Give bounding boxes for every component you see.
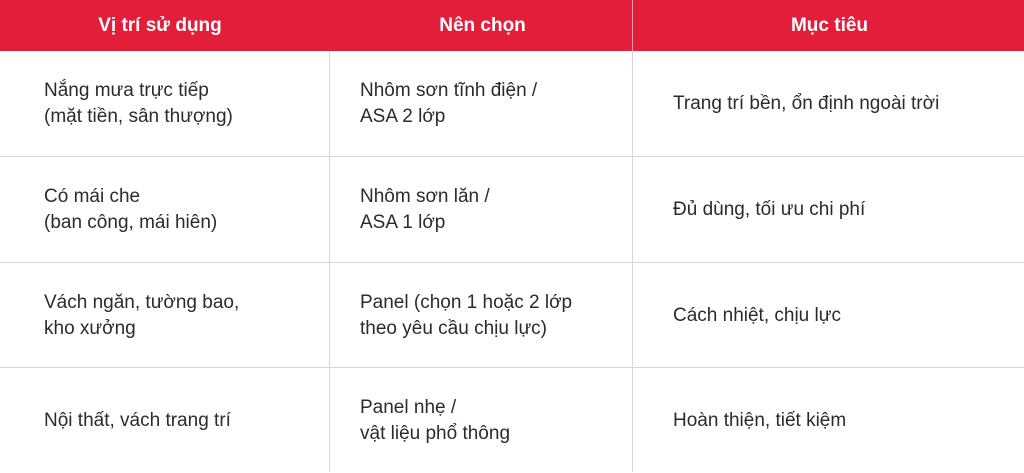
cell-choice: Panel (chọn 1 hoặc 2 lớp theo yêu cầu chịu lực) (360, 291, 573, 339)
cell-location: Nội thất, vách trang trí (44, 409, 231, 431)
table-row (0, 157, 1024, 262)
table-row (0, 263, 1024, 368)
table-row (0, 51, 1024, 156)
cell-choice: Panel nhẹ / vật liệu phổ thông (360, 396, 511, 444)
column-divider (329, 51, 330, 472)
cell-goal: Đủ dùng, tối ưu chi phí (673, 198, 866, 220)
table-row (0, 368, 1024, 473)
table-header (0, 0, 1024, 51)
cell-location: Vách ngăn, tường bao, kho xưởng (44, 291, 240, 339)
cell-location: Có mái che (ban công, mái hiên) (44, 185, 218, 233)
header-goal: Mục tiêu (790, 14, 869, 36)
cell-location: Nắng mưa trực tiếp (mặt tiền, sân thượng) (44, 79, 233, 127)
header-choice: Nên chọn (439, 14, 526, 36)
cell-goal: Cách nhiệt, chịu lực (673, 304, 841, 326)
cell-goal: Trang trí bền, ổn định ngoài trời (673, 92, 940, 114)
cell-goal: Hoàn thiện, tiết kiệm (673, 409, 847, 431)
header-location: Vị trí sử dụng (98, 14, 222, 36)
header-divider (632, 0, 633, 51)
cell-choice: Nhôm sơn lăn / ASA 1 lớp (360, 185, 490, 233)
column-divider (632, 51, 633, 472)
cell-choice: Nhôm sơn tĩnh điện / ASA 2 lớp (360, 79, 538, 127)
